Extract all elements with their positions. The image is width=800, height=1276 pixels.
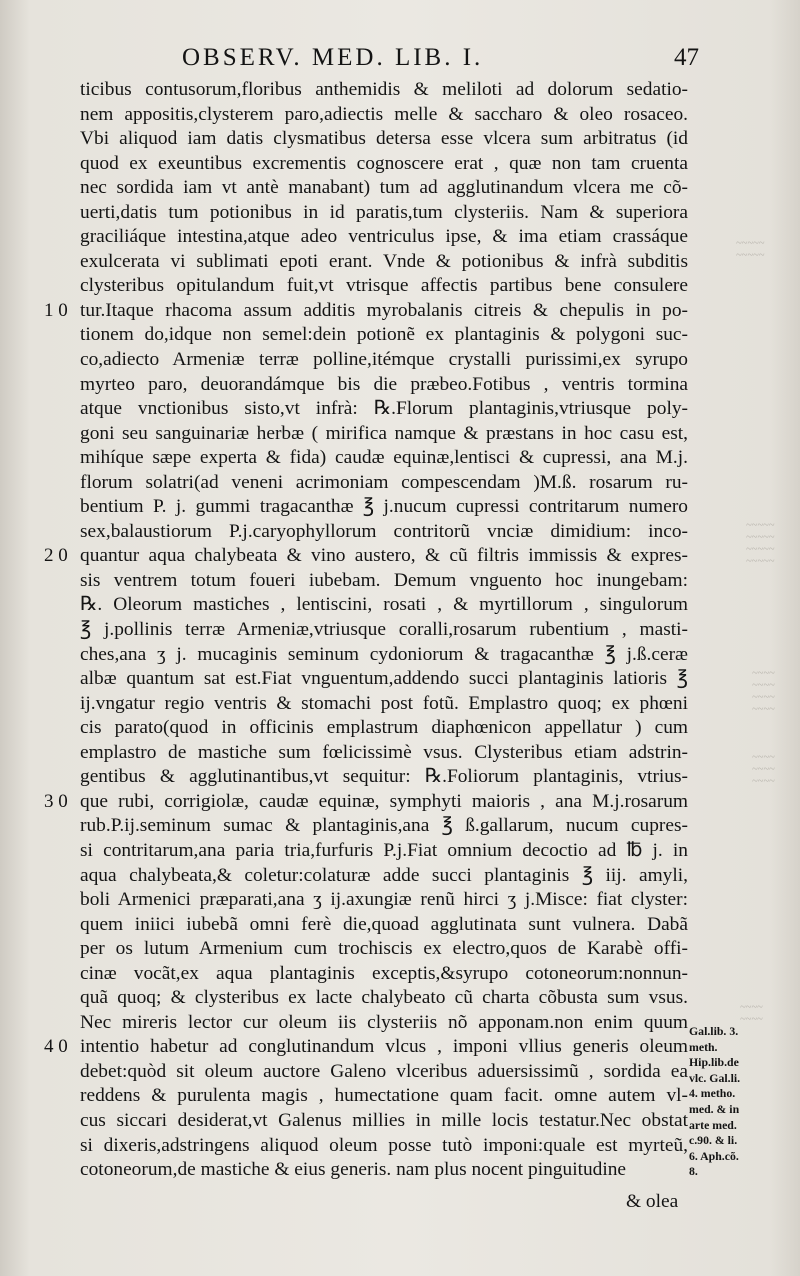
text-line: si contritarum,ana paria tria,furfuris P.j.Fiat omnium decoctio ad ℔ j. in xyxy=(80,839,688,861)
text-line: ℞. Oleorum mastiches , lentiscini, rosati , & myrtillorum , singulorum xyxy=(80,594,688,616)
text-line: Vbi aliquod iam datis clysmatibus detersa esse vlcera sum arbitratus (id xyxy=(80,128,688,150)
sidenote-line: meth. xyxy=(689,1039,718,1054)
text-line: cotoneorum,de mastiche & eius generis. nam plus nocent pinguitudine xyxy=(80,1159,627,1181)
catchword: & olea xyxy=(626,1191,679,1212)
text-line: sis ventrem totum foueri iubebam. Demum vnguento hoc inungebam: xyxy=(80,569,688,591)
text-line: uerti,datis tum potionibus in id paratis,tum clysteriis. Nam & superiora xyxy=(80,201,688,223)
text-line: quod ex exeuntibus excrementis cognoscere erat , quæ non tam cruenta xyxy=(80,152,688,174)
text-line: mihíque sæpe experta & fida) caudæ equinæ,lentisci & cupressi, ana M.j. xyxy=(80,447,688,469)
text-line: atque vnctionibus sisto,vt infrà: ℞.Florum plantaginis,vtriusque poly- xyxy=(80,398,688,420)
sidenote-line: 4. metho. xyxy=(689,1086,736,1101)
text-line: clysteribus opitulandum fuit,vt vtrisque affectis partibus bene consulere xyxy=(80,275,688,297)
text-line: bentium P. j. gummi tragacanthæ ℥ j.nucum cupressi contritarum numero xyxy=(80,496,688,518)
text-line: exulcerata vi sublimati epoti erant. Vnde & potionibus & infrà subditis xyxy=(80,250,688,272)
text-line: que rubi, corrigiolæ, caudæ equinæ, symphyti maioris , ana M.j.rosarum xyxy=(80,790,688,812)
sidenote-line: arte med. xyxy=(689,1117,737,1132)
text-line: boli Armenici præparati,ana ʒ ij.axungiæ renũ hirci ʒ j.Misce: fiat clyster: xyxy=(80,889,688,911)
running-head: OBSERV. MED. LIB. I. xyxy=(182,44,484,71)
text-line: cis parato(quod in officinis emplastrum diaphœnicon appellatur ) cum xyxy=(80,717,688,739)
text-line: ℥ j.pollinis terræ Armeniæ,vtriusque coralli,rosarum rubentium , masti- xyxy=(80,619,688,641)
sidenote-line: 6. Aph.cõ. xyxy=(689,1148,739,1163)
marginal-notes xyxy=(689,1024,797,1180)
text-line: quantur aqua chalybeata & vino austero, & cũ filtris immissis & expres- xyxy=(80,545,688,567)
text-line: ches,ana ʒ j. mucaginis seminum cydoniorum & tragacanthæ ℥ j.ß.ceræ xyxy=(80,643,688,665)
text-line: si dixeris,adstringens aliquod oleum posse tutò imponi:quale est myrteũ, xyxy=(80,1134,688,1156)
bleed-through-mark: ~~~~ ~~~~ ~~~~ ~~~~ xyxy=(752,668,775,715)
bleed-through-mark: ~~~~~ ~~~~~ ~~~~~ ~~~~~ xyxy=(746,520,775,567)
text-line: debet:quòd sit oleum auctore Galeno vlceribus aduersissimũ , sordida ea xyxy=(80,1060,688,1082)
sidenote-line: 8. xyxy=(689,1164,698,1179)
sidenote-line: Gal.lib. 3. xyxy=(689,1024,739,1038)
text-line: albæ quantum sat est.Fiat vnguentum,addendo succi plantaginis latioris ℥ xyxy=(80,668,688,690)
line-number: 1 0 xyxy=(44,299,68,321)
bleed-through-mark: ~~~~~ ~~~~~ xyxy=(736,238,765,261)
text-line: myrteo paro, deuorandámque bis die præbeo.Fotibus , ventris tormina xyxy=(80,373,688,395)
sidenote-line: c.90. & li. xyxy=(689,1133,738,1148)
text-line: rub.P.ij.seminum sumac & plantaginis,ana ℥ ß.gallarum, nucum cupres- xyxy=(80,815,688,837)
text-line: ij.vngatur regio ventris & stomachi post fotũ. Emplastro quoq; ex phœni xyxy=(80,692,688,714)
text-line: graciliáque intestina,atque adeo ventriculus ipse, & ima etiam crassáque xyxy=(80,226,688,248)
text-line: aqua chalybeata,& coletur:colaturæ adde succi plantaginis ℥ iij. amyli, xyxy=(80,864,688,886)
text-line: goni seu sanguinariæ herbæ ( mirifica namque & præstans in hoc casu est, xyxy=(80,422,688,444)
line-number: 3 0 xyxy=(44,790,68,812)
text-line: florum solatri(ad veneni acrimoniam compescendam )M.ß. rosarum ru- xyxy=(80,471,688,493)
page-number: 47 xyxy=(674,44,699,71)
text-line: gentibus & agglutinantibus,vt sequitur: ℞.Foliorum plantaginis, vtrius- xyxy=(80,766,688,788)
text-line: nec sordida iam vt antè manabant) tum ad agglutinandum vlcera me cõ- xyxy=(80,177,688,199)
text-line: cus siccari desiderat,vt Galenus millies in mille locis testatur.Nec obstat xyxy=(80,1109,688,1131)
text-line: reddens & purulenta magis , humectatione quam facit. omne autem vl- xyxy=(80,1085,688,1107)
text-line: quem iniici iubebã omni ferè die,quoad agglutinata sunt vulnera. Dabã xyxy=(80,913,688,935)
text-line: sex,balaustiorum P.j.caryophyllorum contritorũ vnciæ dimidium: inco- xyxy=(80,520,688,542)
line-number: 2 0 xyxy=(44,545,68,567)
line-number: 4 0 xyxy=(44,1036,68,1058)
text-line: intentio habetur ad conglutinandum vlcus , imponi vllius generis oleum xyxy=(80,1036,688,1058)
text-line: emplastro de mastiche sum fœlicissimè vsus. Clysteribus etiam adstrin- xyxy=(80,741,688,763)
text-line: co,adiecto Armeniæ terræ polline,itémque crystalli purissimi,ex syrupo xyxy=(80,349,688,371)
text-line: cinæ vocãt,ex aqua plantaginis exceptis,&syrupo cotoneorum:nonnun- xyxy=(80,962,688,984)
sidenote-line: med. & in xyxy=(689,1101,740,1116)
sidenote-line: vlc. Gal.li. xyxy=(689,1070,741,1085)
body-text xyxy=(80,78,688,1183)
text-line: quã quoq; & clysteribus ex lacte chalybeato cũ charta cõbusta sum vsus. xyxy=(80,987,688,1009)
text-line: Nec mireris lector cur oleum iis clysteriis nõ apponam.non enim quum xyxy=(80,1011,688,1033)
text-line: ticibus contusorum,floribus anthemidis & meliloti ad dolorum sedatio- xyxy=(80,79,688,100)
text-line: tionem do,idque non semel:dein potionẽ ex plantaginis & polygoni suc- xyxy=(80,324,688,346)
sidenote-line: Hip.lib.de xyxy=(689,1055,739,1070)
text-line: nem appositis,clysterem paro,adiectis melle & saccharo & oleo rosaceo. xyxy=(80,103,688,125)
bleed-through-mark: ~~~~ ~~~~ xyxy=(740,1002,763,1025)
bleed-through-mark: ~~~~ ~~~~ ~~~~ xyxy=(752,752,775,787)
text-line: per os lutum Armenium cum trochiscis ex electro,quos de Karabè offi- xyxy=(80,938,688,960)
page-header xyxy=(0,44,800,74)
text-line: tur.Itaque rhacoma assum additis myrobalanis citreis & chepulis in po- xyxy=(80,299,688,321)
